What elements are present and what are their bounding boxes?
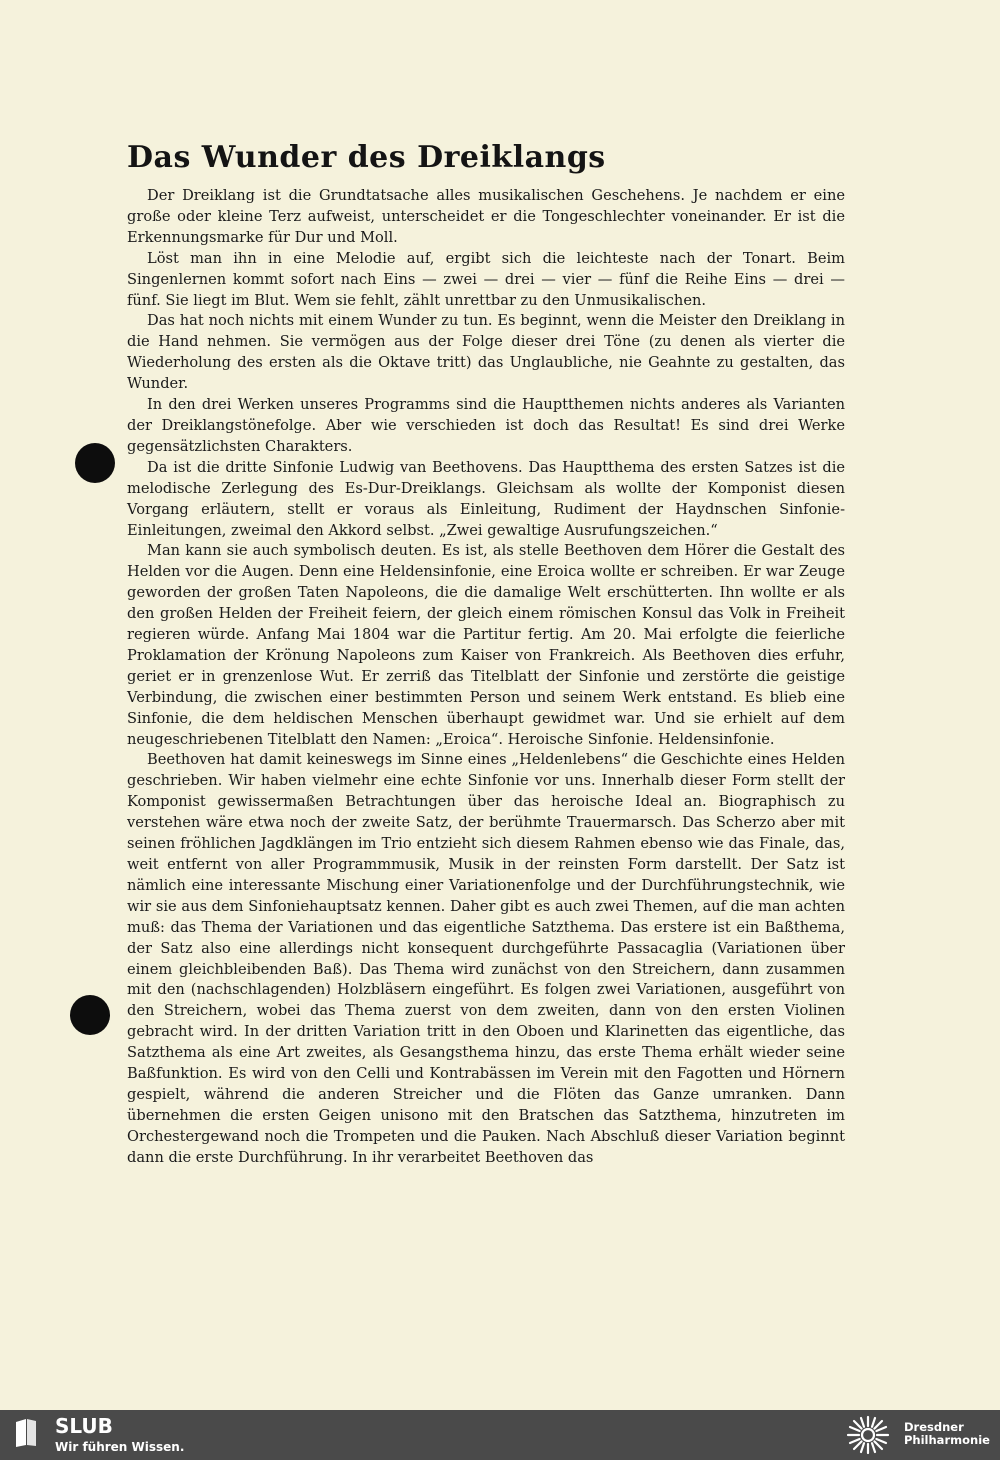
- philharmonie-name: Dresdner Philharmonie: [904, 1420, 990, 1447]
- footer-bar: [0, 1410, 1000, 1460]
- punch-hole: [75, 443, 115, 483]
- paragraph: Das hat noch nichts mit einem Wunder zu tun. Es beginnt, wenn die Meister den Dreiklang in die Hand nehmen. Sie vermögen aus der Folge dieser drei Töne (zu denen als vierter die Wiederholung des ersten als die Oktave tritt) das Unglaubliche, nie Geahnte zu gestalten, das Wunder.: [127, 312, 845, 393]
- paragraph: Der Dreiklang ist die Grundtatsache alles musikalischen Geschehens. Je nachdem er eine große oder kleine Terz aufweist, unterscheidet er die Tongeschlechter voneinander. Er ist die Erkennungsmarke für Dur und Moll.: [127, 187, 845, 246]
- slub-book-icon: [14, 1418, 38, 1448]
- paragraph: Beethoven hat damit keineswegs im Sinne eines „Heldenlebens“ die Geschichte eines Helden geschrieben. Wir haben vielmehr eine echte Sinfonie vor uns. Innerhalb dieser Form stellt der Komponist gewissermaßen Betrachtungen über das heroische Ideal an. Biographisch zu verstehen wäre etwa noch der zweite Satz, der berühmte Trauermarsch. Das Scherzo aber mit seinen fröhlichen Jagdklängen im Trio entzieht sich diesem Rahmen ebenso wie das Finale, das, weit entfernt von aller Programmmusik, Musik in der reinsten Form darstellt. Der Satz ist nämlich eine interessante Mischung einer Variationenfolge und der Durchführungstechnik, wie wir sie aus dem Sinfoniehauptsatz kennen. Daher gibt es auch zwei Themen, auf die man achten muß: das Thema der Variationen und das eigentliche Satzthema. Das erstere ist ein Baßthema, der Satz also eine allerdings nicht konsequent durchgeführte Passacaglia (Variationen über einem gleichbleibenden Baß). Das Thema wird zunächst von den Streichern, dann zusammen mit den (nachschlagenden) Holzbläsern eingeführt. Es folgen zwei Variationen, ausgeführt von den Streichern, wobei das Thema zuerst von dem zweiten, dann von den ersten Violinen gebracht wird. In der dritten Variation tritt in den Oboen und Klarinetten das eigentliche, das Satzthema als eine Art zweites, als Gesangsthema hinzu, das erste Thema erhält wieder seine Baßfunktion. Es wird von den Celli und Kontrabässen im Verein mit den Fagotten und Hörnern gespielt, während die anderen Streicher und die Flöten das Ganze umranken. Dann übernehmen die ersten Geigen unisono mit den Bratschen das Satzthema, hinzutreten im Orchestergewand noch die Trompeten und die Pauken. Nach Abschluß dieser Variation beginnt dann die erste Durchführung. In ihr verarbeitet Beethoven das: [127, 751, 845, 1166]
- paragraph: In den drei Werken unseres Programms sind die Hauptthemen nichts anderes als Varianten der Dreiklangstönefolge. Aber wie verschieden ist doch das Resultat! Es sind drei Werke gegensätzlichsten Charakters.: [127, 396, 845, 455]
- slub-slogan: Wir führen Wissen.: [55, 1440, 185, 1454]
- sunburst-icon: [842, 1415, 894, 1455]
- article-body: [127, 186, 845, 1169]
- slub-name: SLUB: [55, 1414, 113, 1438]
- punch-hole: [70, 995, 110, 1035]
- paragraph: Da ist die dritte Sinfonie Ludwig van Beethovens. Das Hauptthema des ersten Satzes ist die melodische Zerlegung des Es-Dur-Dreiklangs. Gleichsam als wollte der Komponist diesen Vorgang erläutern, stellt er voraus als Einleitung, Rudiment der Haydnschen Sinfonie-Einleitungen, zweimal den Akkord selbst. „Zwei gewaltige Ausrufungszeichen.“: [127, 458, 845, 539]
- paragraph: Man kann sie auch symbolisch deuten. Es ist, als stelle Beethoven dem Hörer die Gestalt des Helden vor die Augen. Denn eine Heldensinfonie, eine Eroica wollte er schreiben. Er war Zeuge geworden der großen Taten Napoleons, die die damalige Welt erschütterten. Ihn wollte er als den großen Helden der Freiheit feiern, der gleich einem römischen Konsul das Volk in Freiheit regieren würde. Anfang Mai 1804 war die Partitur fertig. Am 20. Mai erfolgte die feierliche Proklamation der Krönung Napoleons zum Kaiser von Frankreich. Als Beethoven dies erfuhr, geriet er in grenzenlose Wut. Er zerriß das Titelblatt der Sinfonie und zerstörte die geistige Verbindung, die zwischen einer bestimmten Person und seinem Werk entstand. Es blieb eine Sinfonie, die dem heldischen Menschen überhaupt gewidmet war. Und sie erhielt auf dem neugeschriebenen Titelblatt den Namen: „Eroica“. Heroische Sinfonie. Heldensinfonie.: [127, 542, 845, 748]
- page-title: Das Wunder des Dreiklangs: [127, 140, 606, 175]
- paragraph: Löst man ihn in eine Melodie auf, ergibt sich die leichteste nach der Tonart. Beim Singenlernen kommt sofort nach Eins — zwei — drei — vier — fünf die Reihe Eins — drei — fünf. Sie liegt im Blut. Wem sie fehlt, zählt unrettbar zu den Unmusikalischen.: [127, 249, 845, 309]
